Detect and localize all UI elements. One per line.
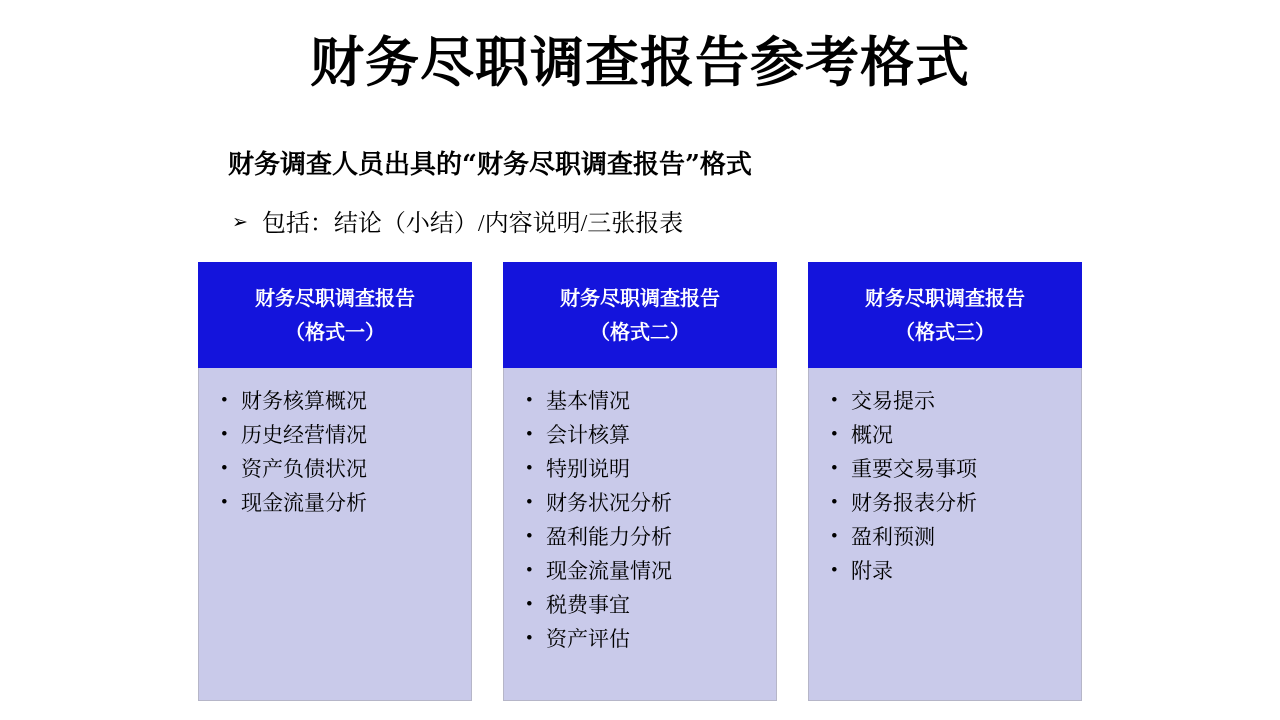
format-card-one-list: [217, 384, 471, 520]
format-card-two-title-line1: 财务尽职调查报告: [560, 286, 720, 310]
format-card-one-body: [199, 368, 471, 700]
list-item: • 现金流量情况: [522, 554, 776, 588]
format-card-three-header: [808, 262, 1082, 368]
format-card-three-body: [809, 368, 1081, 700]
format-card-one-title-line2: （格式一）: [285, 320, 385, 344]
page-title: 财务尽职调查报告参考格式: [310, 31, 970, 94]
bullet-line: [232, 208, 683, 240]
arrow-bullet-icon: ➢: [232, 212, 248, 233]
format-card-three-list: [827, 384, 1081, 588]
list-item: • 会计核算: [522, 418, 776, 452]
bullet-text: 包括：结论（小结）/内容说明/三张报表: [261, 211, 684, 237]
list-item: • 资产负债状况: [217, 452, 471, 486]
list-item: • 重要交易事项: [827, 452, 1081, 486]
list-item: • 现金流量分析: [217, 486, 471, 520]
list-item: • 盈利能力分析: [522, 520, 776, 554]
format-card-three-title-line2: （格式三）: [895, 320, 995, 344]
format-card-three: [808, 262, 1082, 701]
format-card-one-title-line1: 财务尽职调查报告: [255, 286, 415, 310]
format-cards-row: [198, 262, 1082, 701]
format-card-one-header: [198, 262, 472, 368]
list-item: • 财务核算概况: [217, 384, 471, 418]
list-item: • 税费事宜: [522, 588, 776, 622]
list-item: • 概况: [827, 418, 1081, 452]
list-item: • 特别说明: [522, 452, 776, 486]
list-item: • 资产评估: [522, 622, 776, 656]
list-item: • 盈利预测: [827, 520, 1081, 554]
list-item: • 财务报表分析: [827, 486, 1081, 520]
format-card-one: [198, 262, 472, 701]
list-item: • 历史经营情况: [217, 418, 471, 452]
format-card-two: [503, 262, 777, 701]
format-card-two-header: [503, 262, 777, 368]
format-card-two-list: [522, 384, 776, 656]
list-item: • 基本情况: [522, 384, 776, 418]
format-card-three-title-line1: 财务尽职调查报告: [865, 286, 1025, 310]
list-item: • 交易提示: [827, 384, 1081, 418]
list-item: • 附录: [827, 554, 1081, 588]
format-card-two-body: [504, 368, 776, 700]
format-card-two-title-line2: （格式二）: [590, 320, 690, 344]
subtitle-text: 财务调查人员出具的“财务尽职调查报告”格式: [228, 150, 752, 180]
list-item: • 财务状况分析: [522, 486, 776, 520]
